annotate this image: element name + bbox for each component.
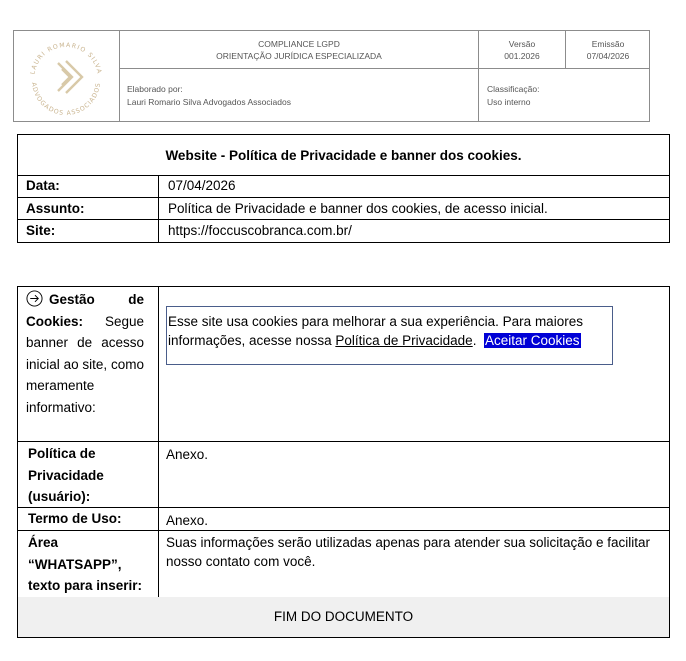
terms-value: Anexo.	[166, 513, 209, 528]
info-table	[17, 134, 670, 243]
cookies-management-desc: Segue banner de acesso inicial ao site, como meramente informativo:	[26, 313, 144, 415]
logo-text-top: LAURI ROMARIO SILVA	[29, 41, 103, 76]
date-value: 07/04/2026	[168, 178, 236, 193]
privacy-label: Política de Privacidade (usuário):	[28, 446, 104, 504]
whatsapp-value: Suas informações serão utilizadas apenas para atender sua solicitação e facilitar nosso contato com você.	[166, 535, 651, 569]
privacy-value: Anexo.	[166, 447, 209, 462]
document-footer: FIM DO DOCUMENTO	[18, 597, 669, 637]
classification-value: Uso interno	[487, 97, 531, 107]
site-label: Site:	[26, 223, 56, 238]
whatsapp-label: Área “WHATSAPP”, texto para inserir:	[28, 535, 143, 593]
info-table-title: Website - Política de Privacidade e banner dos cookies.	[165, 148, 522, 163]
logo-text-bottom: ADVOGADOS ASSOCIADOS	[29, 81, 103, 118]
law-firm-logo	[22, 35, 110, 119]
cookies-management-text	[26, 289, 144, 418]
version-value: 001.2026	[504, 51, 540, 61]
privacy-policy-link[interactable]: Política de Privacidade	[335, 333, 473, 348]
author-value: Lauri Romario Silva Advogados Associados	[127, 97, 291, 107]
main-table	[17, 286, 670, 638]
header-title-line2: ORIENTAÇÃO JURÍDICA ESPECIALIZADA	[216, 51, 382, 61]
author-label: Elaborado por:	[127, 84, 183, 94]
accept-cookies-button[interactable]: Aceitar Cookies	[484, 333, 580, 348]
classification-label: Classificação:	[487, 84, 540, 94]
subject-label: Assunto:	[26, 201, 85, 216]
document-header	[13, 30, 650, 122]
cookie-banner	[166, 306, 613, 365]
site-value: https://foccuscobranca.com.br/	[168, 223, 352, 238]
header-title-line1: COMPLIANCE LGPD	[258, 39, 340, 49]
subject-value: Política de Privacidade e banner dos cookies, de acesso inicial.	[168, 201, 548, 216]
arrow-right-circle-icon	[26, 290, 43, 307]
emission-value: 07/04/2026	[586, 51, 630, 61]
date-label: Data:	[26, 178, 60, 193]
svg-text:ADVOGADOS ASSOCIADOS	[30, 82, 102, 117]
emission-label: Emissão	[591, 39, 625, 49]
version-label: Versão	[508, 39, 536, 49]
cookie-banner-text: Esse site usa cookies para melhorar a sua experiência. Para maiores informações, acesse nossa	[168, 314, 583, 348]
terms-label: Termo de Uso:	[28, 511, 122, 526]
cookie-banner-period: .	[472, 333, 477, 348]
cookies-management-label: Gestão de Cookies:	[26, 292, 144, 329]
